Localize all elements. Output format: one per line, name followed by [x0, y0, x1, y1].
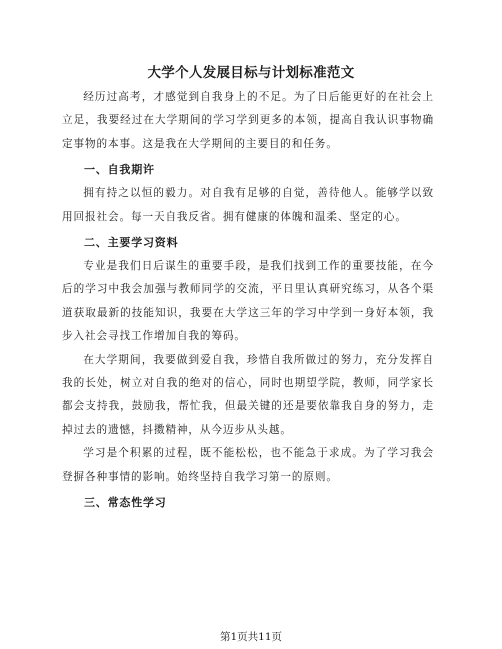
page-number: 第1页共11页: [219, 631, 283, 643]
section-heading-self-expectation: 一、自我期许: [84, 163, 155, 177]
section-heading-main-study: 二、主要学习资料: [84, 236, 179, 250]
section-paragraph: 专业是我们日后谋生的重要手段，是我们找到工作的重要技能，在今后的学习中我会加强与教师同学的交流，平日里认真研究练习，从各个渠道获取最新的技能知识，我要在大学这三年的学习中学到一身好本领，我步入社会寻找工作增加自我的筹码。: [62, 260, 434, 343]
section-heading-regular-study: 三、常态性学习: [84, 496, 167, 510]
section-paragraph: 拥有持之以恒的毅力。对自我有足够的自觉，善待他人。能够学以致用回报社会。每一天自我反省。拥有健康的体魄和温柔、坚定的心。: [62, 187, 434, 223]
section-paragraph: 学习是个积累的过程，既不能松松，也不能急于求成。为了学习我会登摒各种事情的影响。始终坚持自我学习第一的原则。: [62, 447, 434, 483]
document-title: 大学个人发展目标与计划标准范文: [147, 65, 355, 81]
document-body: [62, 86, 434, 515]
section-paragraph: 在大学期间，我要做到爱自我，珍惜自我所做过的努力，充分发挥自我的长处，树立对自我的绝对的信心，同时也期望学院，教师，同学家长都会支持我，鼓励我，帮忙我，但最关键的还是要依靠我自身的努力，走掉过去的遗憾，抖擞精神，从今迈步从头越。: [62, 353, 434, 436]
intro-paragraph: 经历过高考，才感觉到自我身上的不足。为了日后能更好的在社会上立足，我要经过在大学期间的学习学到更多的本领，提高自我认识事物确定事物的本事。这是我在大学期间的主要目的和任务。: [62, 91, 434, 150]
